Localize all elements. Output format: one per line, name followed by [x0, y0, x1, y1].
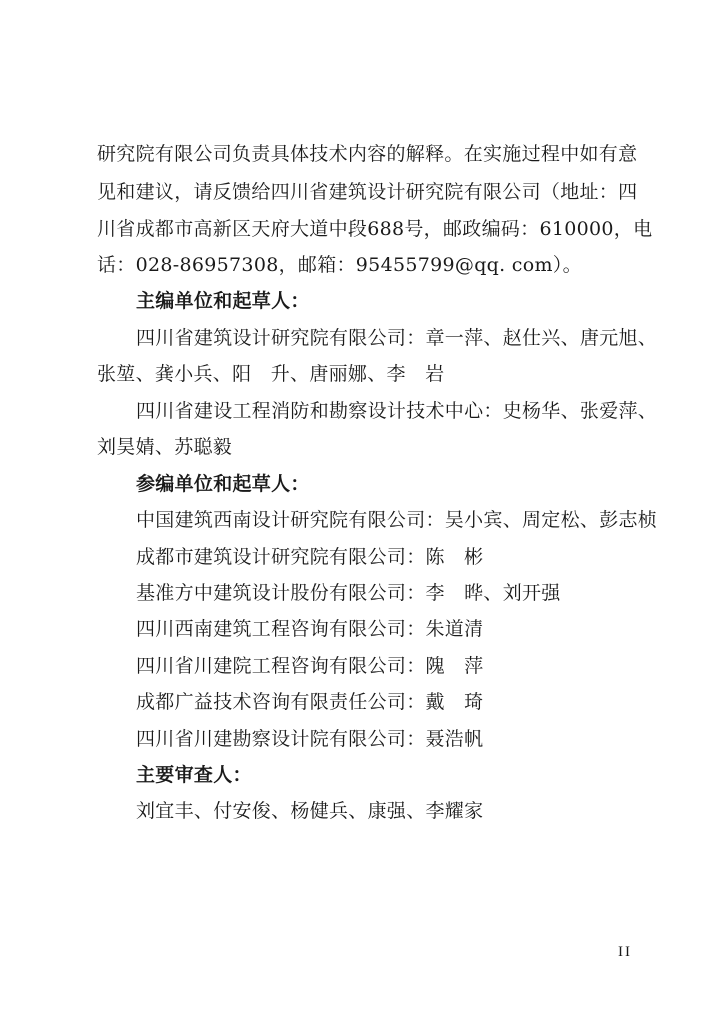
intro-line-1: 研究院有限公司负责具体技术内容的解释。在实施过程中如有意	[97, 143, 638, 165]
page-number: II	[618, 944, 632, 960]
participating-entry-1: 中国建筑西南设计研究院有限公司：吴小宾、周定松、彭志桢	[136, 509, 658, 531]
participating-editors-heading: 参编单位和起草人：	[136, 473, 310, 495]
chief-editors-heading: 主编单位和起草人：	[136, 290, 310, 312]
intro-line-2: 见和建议，请反馈给四川省建筑设计研究院有限公司（地址：四	[97, 181, 638, 203]
chief-entry-2-cont: 刘昊婧、苏聪毅	[97, 436, 233, 458]
intro-line-3: 川省成都市高新区天府大道中段688号，邮政编码：610000，电	[97, 218, 653, 240]
participating-entry-2: 成都市建筑设计研究院有限公司：陈 彬	[136, 546, 484, 568]
participating-entry-5: 四川省川建院工程咨询有限公司：隗 萍	[136, 655, 484, 677]
participating-entry-4: 四川西南建筑工程咨询有限公司：朱道清	[136, 618, 484, 640]
chief-entry-1-cont: 张堃、龚小兵、阳 升、唐丽娜、李 岩	[97, 363, 445, 385]
main-reviewers-heading: 主要审查人：	[136, 764, 252, 786]
participating-entry-7: 四川省川建勘察设计院有限公司：聂浩帆	[136, 728, 484, 750]
chief-entry-1: 四川省建筑设计研究院有限公司：章一萍、赵仕兴、唐元旭、	[136, 327, 658, 349]
participating-entry-6: 成都广益技术咨询有限责任公司：戴 琦	[136, 691, 484, 713]
intro-line-4: 话：028-86957308，邮箱：95455799@qq. com）。	[97, 254, 582, 276]
main-reviewers-list: 刘宜丰、付安俊、杨健兵、康强、李耀家	[136, 800, 484, 822]
participating-entry-3: 基准方中建筑设计股份有限公司：李 晔、刘开强	[136, 582, 561, 604]
chief-entry-2: 四川省建设工程消防和勘察设计技术中心：史杨华、张爱萍、	[136, 400, 658, 422]
